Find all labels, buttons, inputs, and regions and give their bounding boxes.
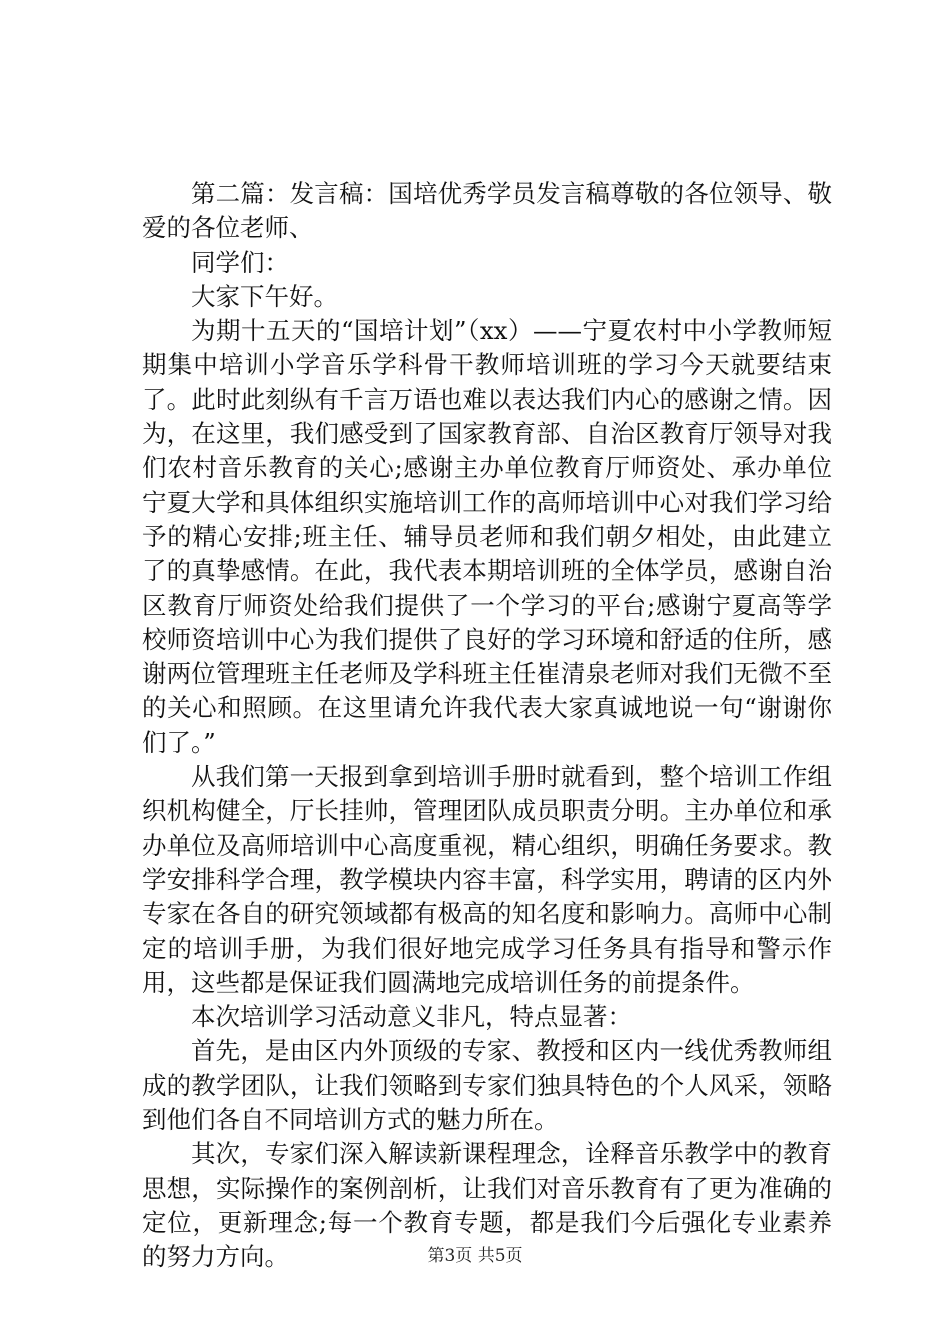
paragraph-title: 第二篇：发言稿：国培优秀学员发言稿尊敬的各位领导、敬爱的各位老师、: [142, 179, 832, 243]
paragraph-thanks: 为期十五天的“国培计划”（xx）——宁夏农村中小学教师短期集中培训小学音乐学科骨干教师培训班的学习今天就要结束了。此时此刻纵有千言万语也难以表达我们内心的感谢之情。因为，在这里，我们感受到了国家教育部、自治区教育厅领导对我们农村音乐教育的关心;感谢主办单位教育厅师资处、承办单位宁夏大学和具体组织实施培训工作的高师培训中心对我们学习给予的精心安排;班主任、辅导员老师和我们朝夕相处，由此建立了的真挚感情。在此，我代表本期培训班的全体学员，感谢自治区教育厅师资处给我们提供了一个学习的平台;感谢宁夏高等学校师资培训中心为我们提供了良好的学习环境和舒适的住所，感谢两位管理班主任老师及学科班主任崔清泉老师对我们无微不至的关心和照顾。在这里请允许我代表大家真诚地说一句“谢谢你们了。”: [142, 316, 832, 757]
page-total: 共5页: [477, 1246, 523, 1266]
page-number: 第3页: [427, 1246, 473, 1266]
paragraph-features-intro: 本次培训学习活动意义非凡，特点显著：: [191, 1002, 632, 1032]
page-footer: [0, 1245, 950, 1267]
paragraph-greeting: 大家下午好。: [191, 281, 338, 311]
paragraph-second: 其次，专家们深入解读新课程理念，诠释音乐教学中的教育思想，实际操作的案例剖析，让我们对音乐教育有了更为准确的定位，更新理念;每一个教育专题，都是我们今后强化专业素养的努力方向。: [142, 1139, 832, 1272]
document-body: [142, 177, 832, 1275]
paragraph-organization: 从我们第一天报到拿到培训手册时就看到，整个培训工作组织机构健全，厅长挂帅，管理团队成员职责分明。主办单位和承办单位及高师培训中心高度重视，精心组织，明确任务要求。教学安排科学合理，教学模块内容丰富，科学实用，聘请的区内外专家在各自的研究领域都有极高的知名度和影响力。高师中心制定的培训手册，为我们很好地完成学习任务具有指导和警示作用，这些都是保证我们圆满地完成培训任务的前提条件。: [142, 762, 832, 997]
paragraph-first: 首先，是由区内外顶级的专家、教授和区内一线优秀教师组成的教学团队，让我们领略到专家们独具特色的个人风采，领略到他们各自不同培训方式的魅力所在。: [142, 1036, 832, 1135]
paragraph-salutation: 同学们：: [191, 247, 289, 277]
